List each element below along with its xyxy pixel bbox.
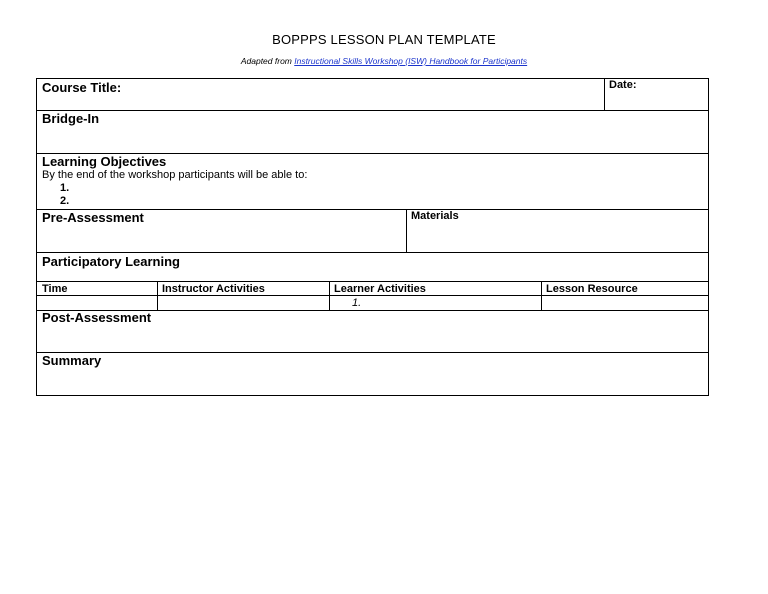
materials-divider [406, 209, 407, 252]
lesson-plan-table [36, 78, 709, 396]
objective-item-1: 1. [60, 182, 70, 194]
row-divider-6 [36, 295, 709, 296]
isw-handbook-link[interactable]: Instructional Skills Workshop (ISW) Handbook for Participants [294, 56, 528, 66]
objectives-intro: By the end of the workshop participants will be able to: [42, 169, 308, 181]
column-header-instructor-activities: Instructor Activities [162, 283, 265, 295]
date-label: Date: [609, 79, 637, 91]
column-header-lesson-resource: Lesson Resource [546, 283, 638, 295]
row-divider-1 [36, 110, 709, 111]
row-divider-4 [36, 252, 709, 253]
summary-label: Summary [42, 353, 102, 368]
row-divider-8 [36, 352, 709, 353]
document-title: BOPPPS LESSON PLAN TEMPLATE [272, 32, 496, 47]
bridge-in-label: Bridge-In [42, 111, 100, 126]
adapted-from-line [0, 56, 768, 66]
materials-label: Materials [411, 210, 459, 222]
pre-assessment-label: Pre-Assessment [42, 210, 144, 225]
learner-activity-item-1: 1. [352, 297, 362, 309]
column-header-learner-activities: Learner Activities [334, 283, 426, 295]
adapted-from-prefix: Adapted from [240, 56, 295, 66]
learning-objectives-label: Learning Objectives [42, 154, 167, 169]
course-title-label: Course Title: [42, 80, 122, 95]
column-header-time: Time [42, 283, 68, 295]
objective-item-2: 2. [60, 195, 70, 207]
post-assessment-label: Post-Assessment [42, 310, 152, 325]
date-divider [604, 78, 605, 111]
row-divider-5 [36, 281, 709, 282]
participatory-learning-label: Participatory Learning [42, 254, 180, 269]
